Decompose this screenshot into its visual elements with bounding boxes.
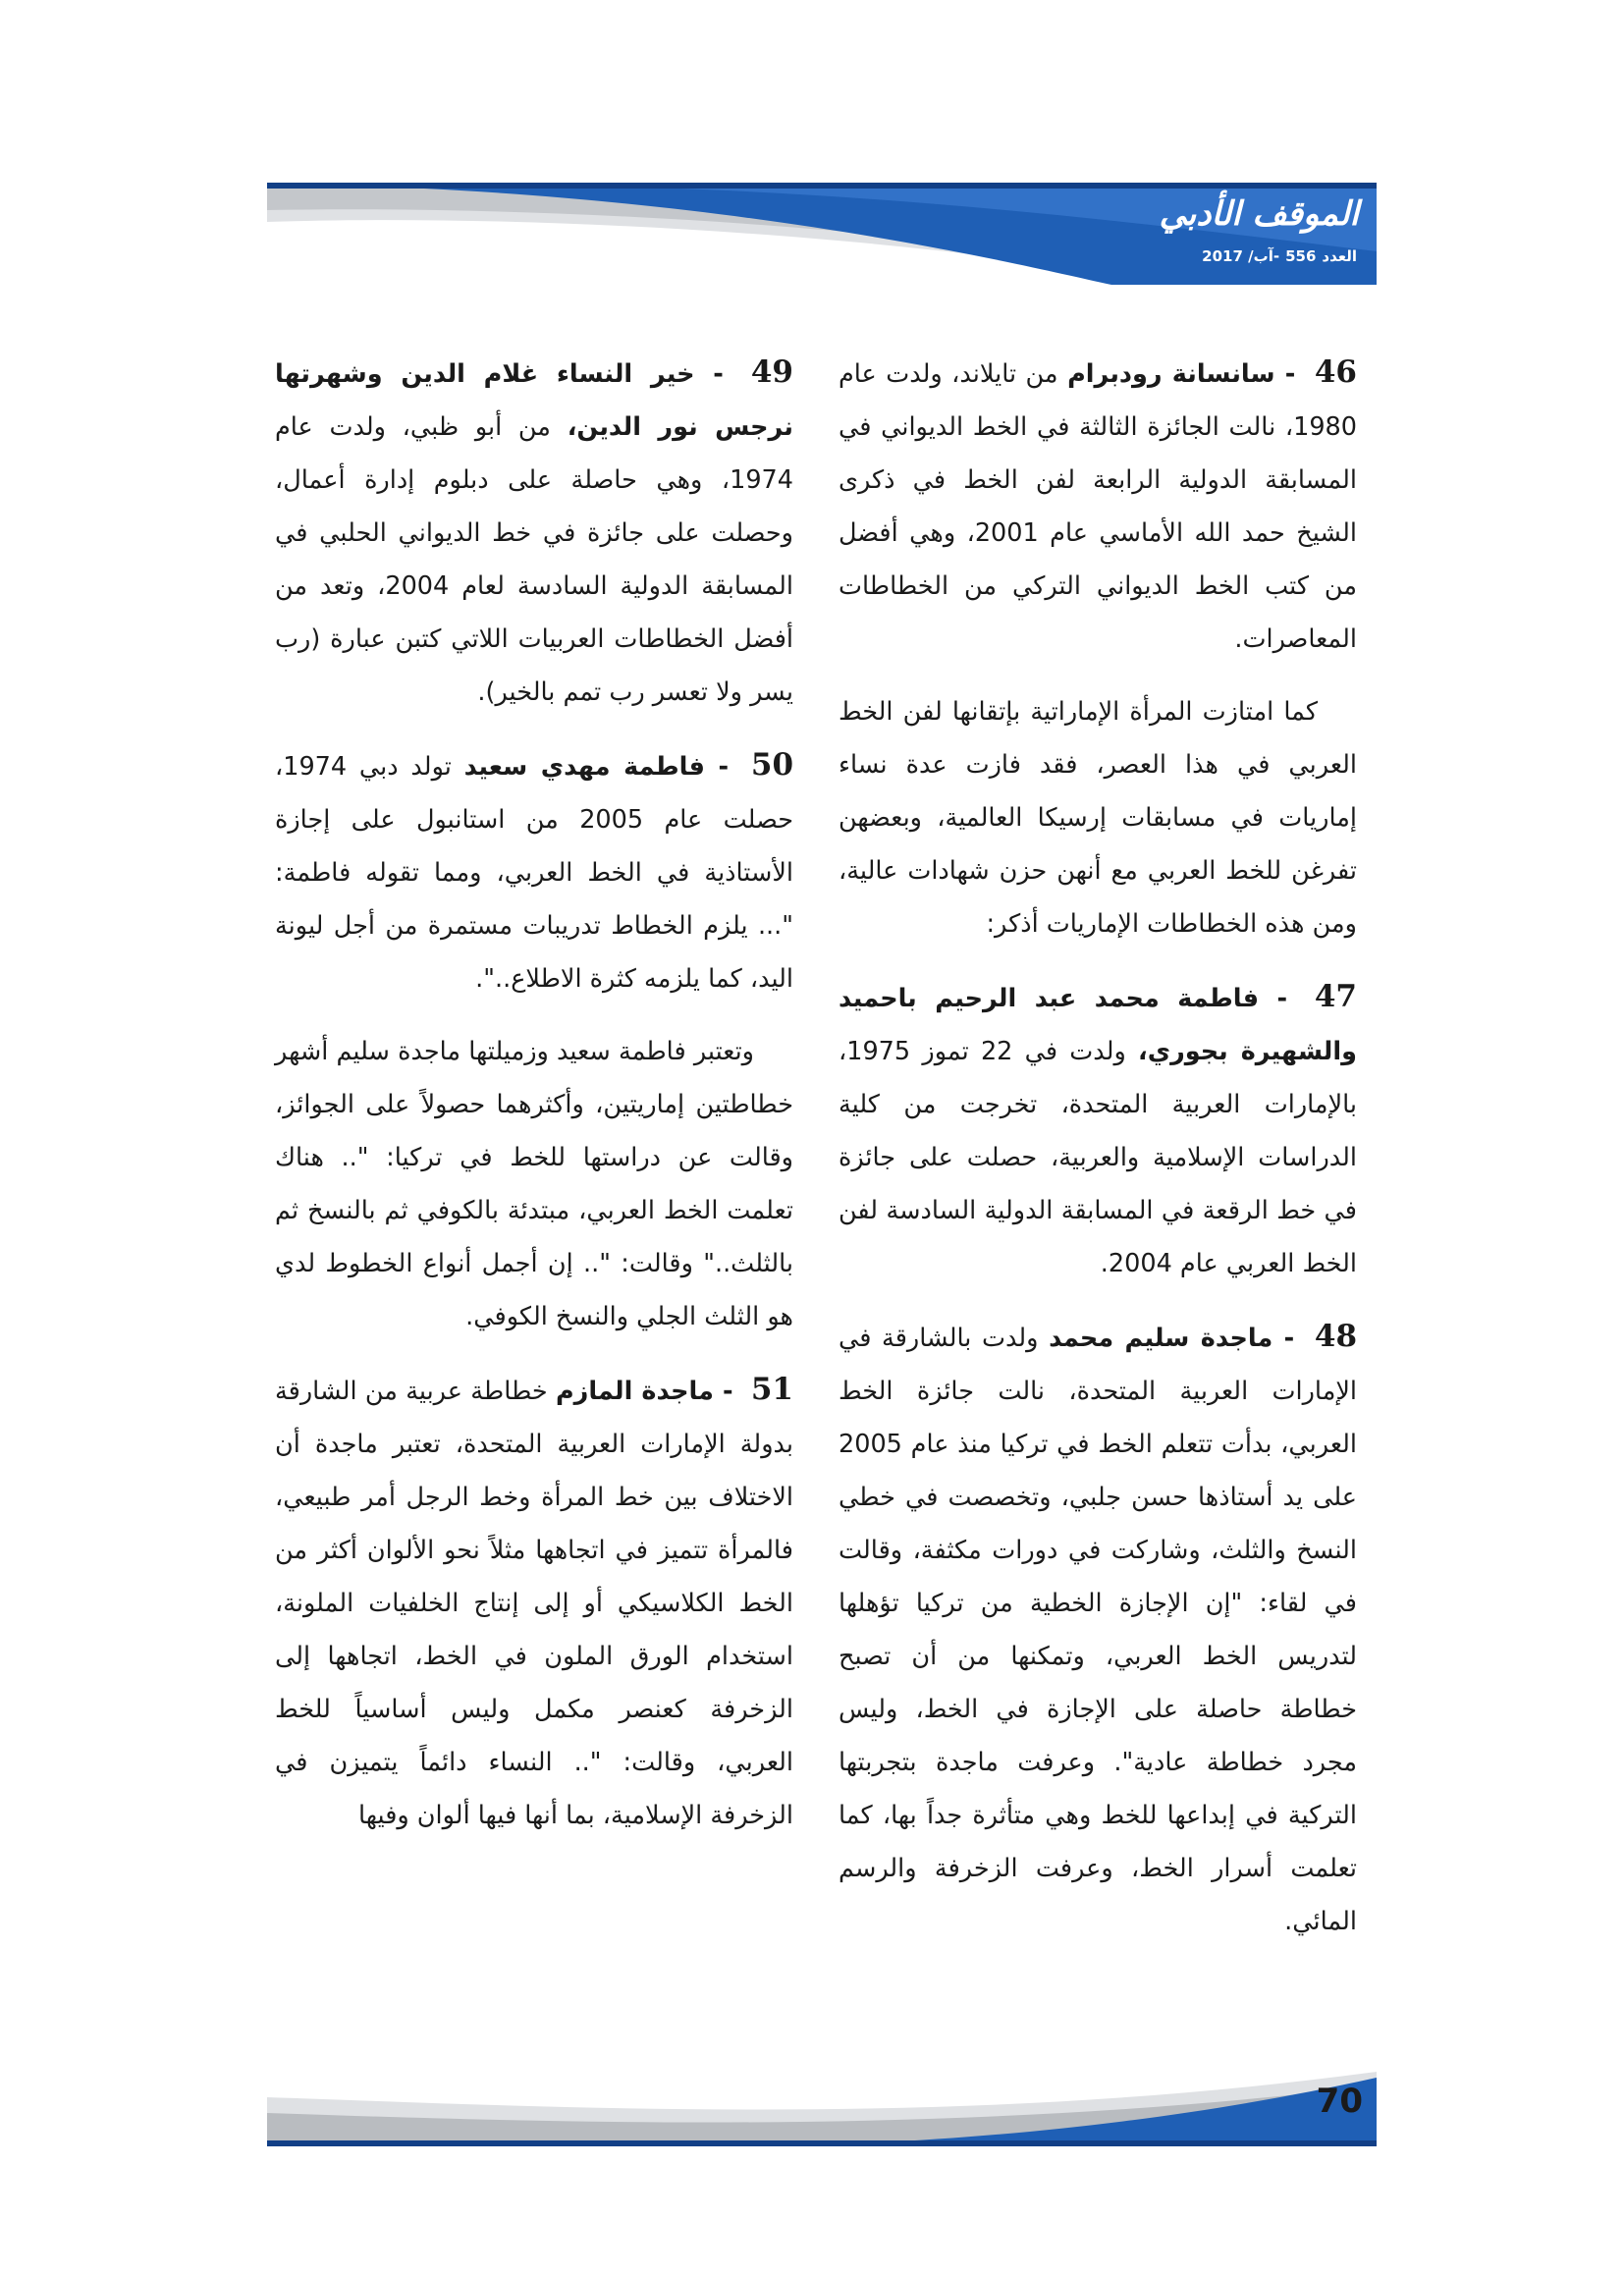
- entry-number: 49: [750, 354, 793, 390]
- entry-number: 51: [750, 1372, 793, 1407]
- entry-text: تولد دبي 1974، حصلت عام 2005 من استانبول على إجازة الأستاذية في الخط العربي، ومما تقوله فاطمة: "... يلزم الخطاط تدريبات مستمرة من أجل ليونة اليد، كما يلزمه كثرة الاطلاع..".: [275, 752, 793, 994]
- entry-51: [275, 1363, 793, 1842]
- entry-46: [839, 346, 1357, 666]
- page-header: [267, 183, 1377, 285]
- entry-name: - سانسانة رودبرام: [1067, 359, 1296, 389]
- entry-50: [275, 738, 793, 1005]
- entry-text: من تايلاند، ولدت عام 1980، نالت الجائزة الثالثة في الخط الديواني في المسابقة الدولية الرابعة لفن الخط في ذكرى الشيخ حمد الله الأماسي عام 2001، وهي أفضل من كتب الخط الديواني التركي من الخطاطات المعاصرات.: [839, 359, 1357, 654]
- entry-text: من أبو ظبي، ولدت عام 1974، وهي حاصلة على دبلوم إدارة أعمال، وحصلت على جائزة في خط الديواني الحلبي في المسابقة الدولية السادسة لعام 2004، وتعد من أفضل الخطاطات العربيات اللاتي كتبن عبارة (رب يسر ولا تعسر رب تمم بالخير).: [275, 412, 793, 707]
- issue-date: -آب/ 2017: [1202, 247, 1280, 265]
- right-column: [839, 346, 1357, 1968]
- entry-number: 46: [1314, 354, 1357, 390]
- page-number: 70: [1316, 2082, 1363, 2121]
- intro-paragraph: كما امتازت المرأة الإماراتية بإتقانها لفن الخط العربي في هذا العصر، فقد فازت عدة نساء إماريات في مسابقات إرسيكا العالمية، وبعضهن تفرغن للخط العربي مع أنهن حزن شهادات عالية، ومن هذه الخطاطات الإماريات أذكر:: [839, 697, 1357, 939]
- entry-47: [839, 970, 1357, 1290]
- entry-48: [839, 1310, 1357, 1948]
- issue-number: 556: [1285, 247, 1317, 265]
- entry-name: - ماجدة المازم: [555, 1377, 733, 1406]
- entry-number: 48: [1314, 1319, 1358, 1354]
- issue-info: [1202, 247, 1357, 265]
- page-footer: [267, 2068, 1377, 2146]
- entry-name: - خير النساء غلام الدين وشهرتها نرجس نور الدين،: [275, 359, 793, 442]
- entry-text: ولدت في 22 تموز 1975، بالإمارات العربية المتحدة، تخرجت من كلية الدراسات الإسلامية والعربية، حصلت على جائزة في خط الرقعة في المسابقة الدولية السادسة لفن الخط العربي عام 2004.: [839, 1037, 1357, 1278]
- entry-text: ولدت بالشارقة في الإمارات العربية المتحدة، نالت جائزة الخط العربي، بدأت تتعلم الخط في تركيا منذ عام 2005 على يد أستاذها حسن جلبي، وتخصصت في خطي النسخ والثلث، وشاركت في دورات مكثفة، وقالت في لقاء: "إن الإجازة الخطية من تركيا تؤهلها لتدريس الخط العربي، وتمكنها من أن تصبح خطاطة حاصلة على الإجازة في الخط، وليس مجرد خطاطة عادية". وعرفت ماجدة بتجربتها التركية في إبداعها للخط وهي متأثرة جداً بها، كما تعلمت أسرار الخط، وعرفت الزخرفة والرسم المائي.: [839, 1324, 1357, 1936]
- left-column: [275, 346, 793, 1862]
- entry-number: 50: [750, 747, 794, 783]
- entry-name: - فاطمة محمد عبد الرحيم باحميد والشهيرة بجوري،: [839, 984, 1357, 1066]
- entry-text: خطاطة عربية من الشارقة بدولة الإمارات العربية المتحدة، تعتبر ماجدة أن الاختلاف بين خط المرأة وخط الرجل أمر طبيعي، فالمرأة تتميز في اتجاهها مثلاً نحو الألوان أكثر من الخط الكلاسيكي أو إلى إنتاج الخلفيات الملونة، استخدام الورق الملون في الخط، اتجاهها إلى الزخرفة كعنصر مكمل وليس أساسياً للخط العربي، وقالت: ".. النساء دائماً يتميزن في الزخرفة الإسلامية، بما أنها فيها ألوان وفيها: [275, 1377, 793, 1830]
- entry-name: - ماجدة سليم محمد: [1049, 1324, 1295, 1353]
- entry-49: [275, 346, 793, 719]
- entry-name: - فاطمة مهدي سعيد: [463, 752, 730, 782]
- footer-swoosh-graphic: [267, 2068, 1377, 2146]
- issue-label: العدد: [1322, 247, 1357, 265]
- magazine-masthead: الموقف الأدبي: [1159, 194, 1359, 234]
- commentary-paragraph: وتعتبر فاطمة سعيد وزميلتها ماجدة سليم أشهر خطاطتين إماريتين، وأكثرهما حصولاً على الجوائز، وقالت عن دراستها للخط في تركيا: ".. هناك تعلمت الخط العربي، مبتدئة بالكوفي ثم بالنسخ ثم بالثلث.." وقالت: ".. إن أجمل أنواع الخطوط لدي هو الثلث الجلي والنسخ الكوفي.: [275, 1037, 793, 1331]
- entry-number: 47: [1314, 979, 1357, 1014]
